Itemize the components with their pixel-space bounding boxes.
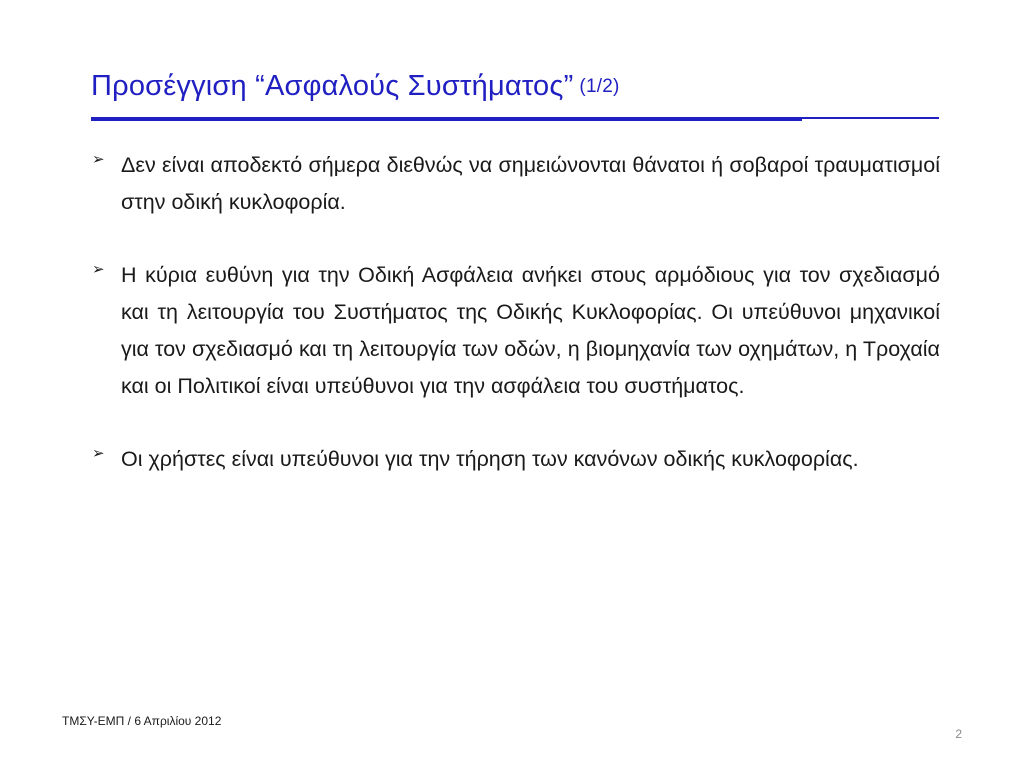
bullet-text: Δεν είναι αποδεκτό σήμερα διεθνώς να σημειώνονται θάνατοι ή σοβαροί τραυματισμοί στην οδική κυκλοφορία.: [121, 153, 940, 214]
bullet-text: Η κύρια ευθύνη για την Οδική Ασφάλεια ανήκει στους αρμόδιους για τον σχεδιασμό και τη λειτουργία του Συστήματος της Οδικής Κυκλοφορίας. Οι υπεύθυνοι μηχανικοί για τον σχεδιασμό και τη λειτουργία των οδών, η βιομηχανία των οχημάτων, η Τροχαία και οι Πολιτικοί είναι υπεύθυνοι για την ασφάλεια του συστήματος.: [121, 263, 940, 398]
bullet-item: [88, 257, 940, 405]
arrow-bullet-icon: ➢: [92, 151, 105, 168]
footer-source-date: ΤΜΣΥ-ΕΜΠ / 6 Απριλίου 2012: [62, 714, 222, 728]
slide-title: [91, 70, 620, 103]
bullet-text: Οι χρήστες είναι υπεύθυνοι για την τήρηση των κανόνων οδικής κυκλοφορίας.: [121, 447, 859, 471]
bullet-item: [88, 441, 940, 478]
arrow-bullet-icon: ➢: [92, 445, 105, 462]
title-underline-thin: [802, 117, 939, 119]
bullet-list: [88, 147, 940, 514]
slide-title-text: Προσέγγιση “Ασφαλούς Συστήματος”: [91, 70, 574, 102]
title-underline-thick: [91, 117, 802, 121]
arrow-bullet-icon: ➢: [92, 261, 105, 278]
page-number: 2: [955, 727, 962, 741]
slide-title-part: (1/2): [579, 76, 620, 97]
bullet-item: [88, 147, 940, 221]
